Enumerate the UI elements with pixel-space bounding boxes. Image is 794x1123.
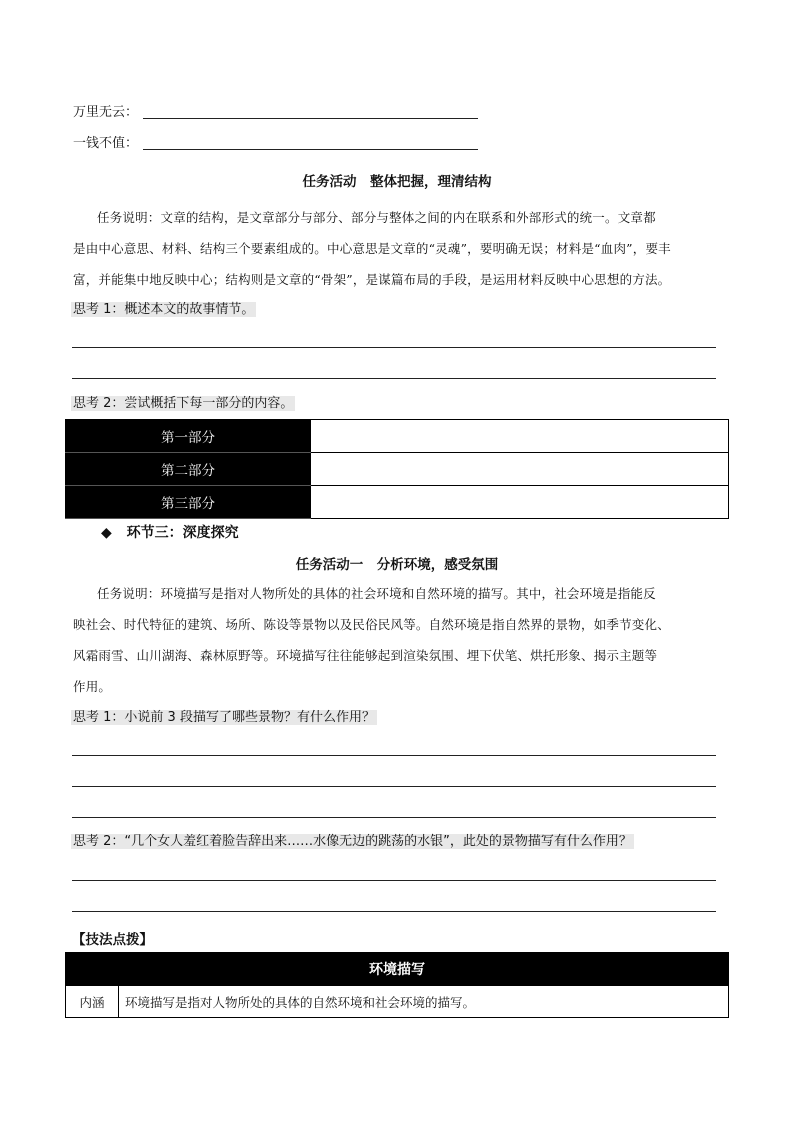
activity-title: 任务活动一 分析环境，感受氛围	[295, 557, 499, 573]
vocab-answer-line-2[interactable]	[143, 149, 478, 150]
section-desc-line-3: 风霜雨雪、山川湖海、森林原野等。环境描写往往能够起到渲染氛围、埋下伏笔、烘托形象、揭示主题等	[73, 648, 658, 663]
technique-label: 【技法点拨】	[72, 932, 153, 948]
activity-title: 任务活动 整体把握，理清结构	[302, 174, 492, 190]
think-2-question	[71, 395, 295, 413]
technique-row-label: 内涵	[66, 986, 119, 1018]
part-label-2: 第二部分	[66, 453, 311, 486]
section-think-1-question	[71, 709, 377, 727]
activity-desc-line-1: 任务说明：文章的结构，是文章部分与部分、部分与整体之间的内在联系和外部形式的统一。文章都	[97, 210, 656, 225]
part-label-3: 第三部分	[66, 486, 311, 519]
think-1-text: 思考 1：概述本文的故事情节。	[73, 302, 255, 317]
parts-table	[65, 419, 729, 519]
activity-desc-line-2: 是由中心意思、材料、结构三个要素组成的。中心意思是文章的“灵魂”，要明确无误；材料是“血肉”，要丰	[73, 241, 671, 256]
part-answer-cell-3[interactable]	[311, 486, 729, 519]
table-header-row	[66, 953, 729, 986]
table-row	[66, 486, 729, 519]
technique-table-title: 环境描写	[66, 953, 729, 986]
section-desc-line-4: 作用。	[73, 679, 112, 694]
think-1-question	[71, 301, 256, 319]
think-2-text: 思考 2：尝试概括下每一部分的内容。	[73, 396, 294, 411]
answer-line[interactable]	[72, 911, 716, 912]
table-row	[66, 420, 729, 453]
table-row	[66, 986, 729, 1018]
vocab-term-1: 万里无云：	[73, 105, 139, 120]
answer-line[interactable]	[72, 786, 716, 787]
answer-line[interactable]	[72, 817, 716, 818]
answer-line[interactable]	[72, 880, 716, 881]
section-desc-line-1: 任务说明：环境描写是指对人物所处的具体的社会环境和自然环境的描写。其中，社会环境是指能反	[97, 586, 656, 601]
answer-line[interactable]	[72, 755, 716, 756]
section-think-2-question	[71, 833, 634, 851]
activity-desc-line-3: 富，并能集中地反映中心；结构则是文章的“骨架”，是谋篇布局的手段，是运用材料反映中心思想的方法。	[73, 272, 671, 287]
part-answer-cell-1[interactable]	[311, 420, 729, 453]
table-row	[66, 453, 729, 486]
section-think-1-text: 思考 1：小说前 3 段描写了哪些景物？有什么作用？	[73, 710, 375, 725]
section-heading-text: 环节三：深度探究	[126, 525, 239, 541]
vocab-answer-line-1[interactable]	[143, 118, 478, 119]
section-desc-line-2: 映社会、时代特征的建筑、场所、陈设等景物以及民俗民风等。自然环境是指自然界的景物，如季节变化、	[73, 617, 670, 632]
technique-table	[65, 952, 729, 1018]
answer-line[interactable]	[72, 347, 716, 348]
section-think-2-text: 思考 2：“几个女人羞红着脸告辞出来……水像无边的跳荡的水银”，此处的景物描写有什么作用？	[73, 834, 632, 849]
answer-line[interactable]	[72, 378, 716, 379]
vocab-term-2: 一钱不值：	[73, 136, 139, 151]
technique-row-text: 环境描写是指对人物所处的具体的自然环境和社会环境的描写。	[119, 986, 729, 1018]
part-label-1: 第一部分	[66, 420, 311, 453]
section-heading	[101, 522, 239, 542]
diamond-bullet-icon: ◆	[101, 525, 112, 541]
part-answer-cell-2[interactable]	[311, 453, 729, 486]
